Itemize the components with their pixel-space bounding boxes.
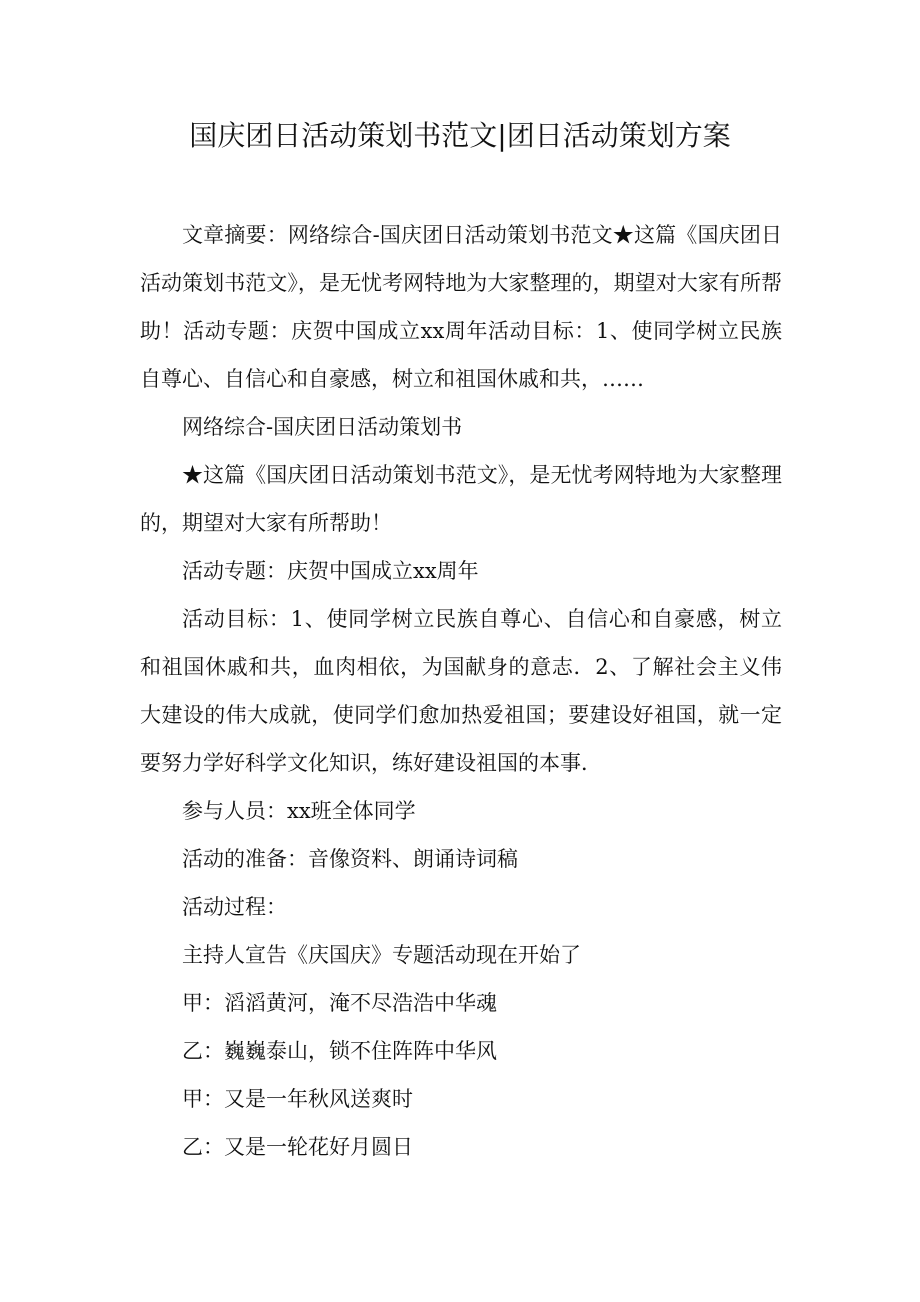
document-title: 国庆团日活动策划书范文|团日活动策划方案 [189, 119, 731, 152]
document-body [140, 211, 782, 1171]
paragraph-abstract: 文章摘要：网络综合-国庆团日活动策划书范文★这篇《国庆团日活动策划书范文》，是无忧考网特地为大家整理的，期望对大家有所帮助！活动专题：庆贺中国成立xx周年活动目标：1、使同学树立民族自尊心、自信心和自豪感，树立和祖国休戚和共，…… [140, 223, 782, 391]
paragraph: 活动过程： [182, 895, 287, 919]
paragraph: 活动的准备：音像资料、朗诵诗词稿 [182, 847, 518, 871]
paragraph: 活动专题：庆贺中国成立xx周年 [182, 559, 479, 583]
paragraph: 乙：又是一轮花好月圆日 [182, 1135, 413, 1159]
paragraph: 乙：巍巍泰山，锁不住阵阵中华风 [182, 1039, 497, 1063]
paragraph: 甲：滔滔黄河，淹不尽浩浩中华魂 [182, 991, 497, 1015]
paragraph: 活动目标：1、使同学树立民族自尊心、自信心和自豪感，树立和祖国休戚和共，血肉相依，为国献身的意志．2、了解社会主义伟大建设的伟大成就，使同学们愈加热爱祖国；要建设好祖国，就一定要努力学好科学文化知识，练好建设祖国的本事． [140, 607, 782, 775]
paragraph: 参与人员：xx班全体同学 [182, 799, 416, 823]
paragraph: 主持人宣告《庆国庆》专题活动现在开始了 [182, 943, 581, 967]
paragraph: ★这篇《国庆团日活动策划书范文》，是无忧考网特地为大家整理的，期望对大家有所帮助！ [140, 463, 782, 535]
paragraph: 甲：又是一年秋风送爽时 [182, 1087, 413, 1111]
paragraph: 网络综合-国庆团日活动策划书 [182, 415, 463, 439]
